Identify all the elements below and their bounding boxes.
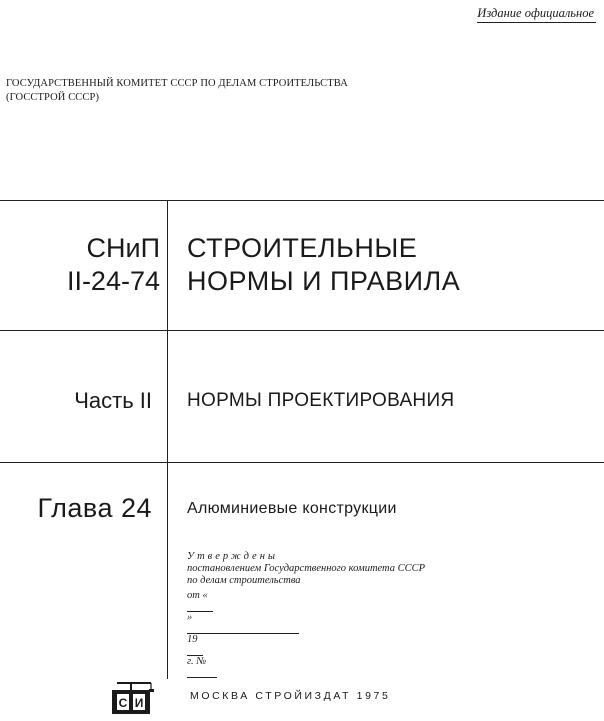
- code-number: II-24-74: [66, 266, 160, 296]
- title-line-1: СТРОИТЕЛЬНЫЕ: [187, 233, 418, 263]
- approval-line-1: постановлением Государственного комитета СССР: [187, 563, 426, 574]
- day-blank: [187, 602, 213, 612]
- approval-date-line: [187, 590, 425, 678]
- part-title: НОРМЫ ПРОЕКТИРОВАНИЯ: [187, 390, 455, 411]
- month-blank: [187, 624, 299, 634]
- committee-heading: [6, 77, 348, 105]
- number-blank: [187, 668, 217, 678]
- chapter-title: Алюминиевые конструкции: [187, 500, 397, 517]
- year-suffix: г. №: [187, 656, 207, 667]
- year-prefix: 19: [187, 634, 198, 645]
- divider-part: [0, 330, 604, 331]
- committee-abbr: (ГОССТРОЙ СССР): [6, 92, 100, 103]
- stroyizdat-logo: [111, 680, 157, 716]
- part-label: Часть II: [74, 388, 152, 413]
- divider-top: [0, 200, 604, 201]
- approval-heading: Утверждены: [187, 551, 279, 562]
- committee-name: ГОСУДАРСТВЕННЫЙ КОМИТЕТ СССР ПО ДЕЛАМ СТРОИТЕЛЬСТВА: [6, 78, 348, 89]
- date-prefix: от «: [187, 590, 208, 601]
- edition-note: Издание официальное: [477, 6, 596, 23]
- divider-chapter: [0, 462, 604, 463]
- document-title: [187, 232, 460, 298]
- approval-line-2: по делам строительства: [187, 575, 301, 586]
- logo-letter-1: С: [118, 696, 128, 710]
- document-code: [67, 232, 160, 298]
- stroyizdat-logo-icon: [111, 680, 157, 716]
- date-mid: »: [187, 612, 193, 623]
- logo-letter-2: И: [134, 696, 144, 710]
- year-blank: [187, 646, 203, 656]
- divider-vertical: [167, 200, 168, 679]
- title-line-2: НОРМЫ И ПРАВИЛА: [187, 266, 461, 296]
- approval-block: [187, 551, 425, 678]
- code-prefix: СНиП: [86, 233, 160, 263]
- publisher-line: МОСКВА СТРОЙИЗДАТ 1975: [190, 690, 391, 702]
- chapter-label: Глава 24: [37, 493, 152, 523]
